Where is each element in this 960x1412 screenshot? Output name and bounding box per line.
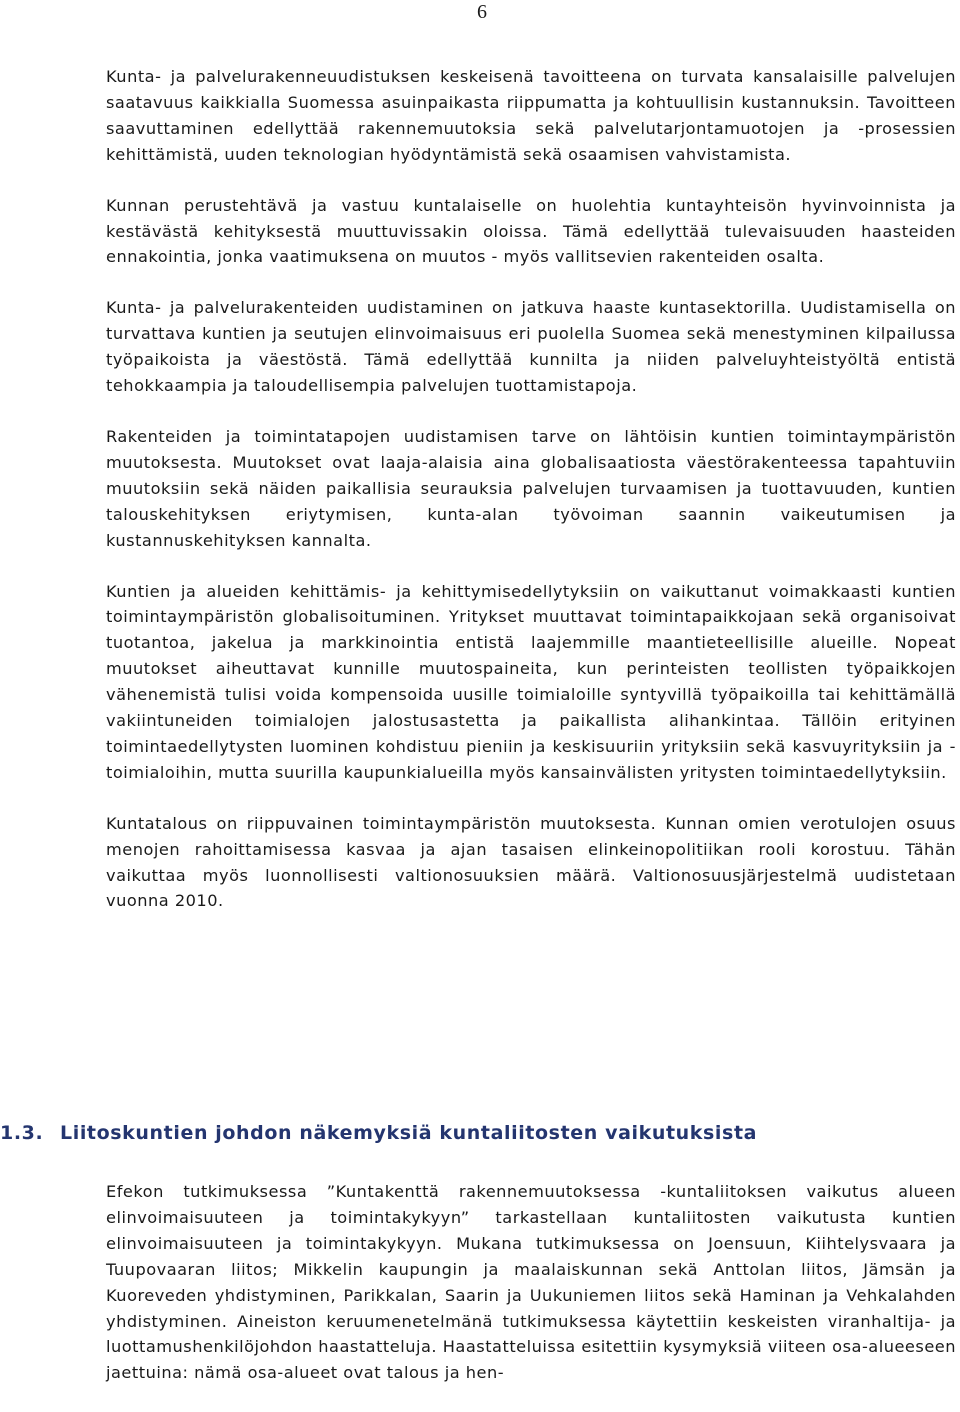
paragraph-continuous-challenge: Kunta- ja palvelurakenteiden uudistaminen on jatkuva haaste kuntasektorilla. Uudistamisella on turvattava kuntien ja seutujen elinvoimaisuus eri puolella Suomea sekä menestyminen kilpailussa työpaikoista ja väestöstä. Tämä edellyttää kunnilta ja niiden palveluyhteistyöltä entistä tehokkaampia ja taloudellisempia palvelujen tuottamistapoja. xyxy=(106,298,956,396)
paragraph-structural-change: Rakenteiden ja toimintatapojen uudistamisen tarve on lähtöisin kuntien toimintaympäristön muutoksesta. Muutokset ovat laaja-alaisia aina globalisaatiosta väestörakenteessa tapahtuviin muutoksiin sekä näiden paikallisia seurauksia palvelujen turvaamisen ja tuottavuuden, kuntien talouskehityksen eriytymisen, kunta-alan työvoiman saannin vaikeutumisen ja kustannuskehityksen kannalta. xyxy=(106,426,956,550)
paragraph-municipal-duty: Kunnan perustehtävä ja vastuu kuntalaiselle on huolehtia kuntayhteisön hyvinvoinnista ja kestävästä kehityksestä muuttuvissakin oloissa. Tämä edellyttää tulevaisuuden haasteiden ennakointia, jonka vaatimuksena on muutos - myös vallitsevien rakenteiden osalta. xyxy=(106,195,956,267)
document-body xyxy=(106,64,956,939)
paragraph-efeko-study: Efekon tutkimuksessa ”Kuntakenttä rakennemuutoksessa -kuntaliitoksen vaikutus alueen elinvoimaisuuteen ja toimintakykyyn” tarkastellaan kuntaliitosten vaikutusta kuntien elinvoimaisuuteen ja toimintakykyyn. Mukana tutkimuksessa on Joensuun, Kiihtelysvaara ja Tuupovaaran liitos; Mikkelin kaupungin ja maalaiskunnan sekä Anttolan liitos, Jämsän ja Kuoreveden yhdistyminen, Parikkalan, Saarin ja Uukuniemen liitos sekä Haminan ja Vehkalahden yhdistyminen. Aineiston keruumenetelmänä tutkimuksessa käytettiin keskeisten viranhaltija- ja luottamushenkilöjohdon haastatteluja. Haastatteluissa esitettiin kysymyksiä viiteen osa-alueeseen jaettuina: nämä osa-alueet ovat talous ja hen- xyxy=(106,1182,956,1383)
section-number: 1.3. xyxy=(0,1122,44,1144)
section-title: Liitoskuntien johdon näkemyksiä kuntaliitosten vaikutuksista xyxy=(60,1122,758,1144)
page-number: 6 xyxy=(477,1,487,23)
section-body xyxy=(106,1179,956,1411)
section-heading xyxy=(0,1120,757,1146)
paragraph-reform-goals: Kunta- ja palvelurakenneuudistuksen keskeisenä tavoitteena on turvata kansalaisille palvelujen saatavuus kaikkialla Suomessa asuinpaikasta riippumatta ja kohtuullisin kustannuksin. Tavoitteen saavuttaminen edellyttää rakennemuutoksia sekä palvelutarjontamuotojen ja -prosessien kehittämistä, uuden teknologian hyödyntämistä sekä osaamisen vahvistamista. xyxy=(106,67,956,164)
paragraph-municipal-economy: Kuntatalous on riippuvainen toimintaympäristön muutoksesta. Kunnan omien verotulojen osuus menojen rahoittamisessa kasvaa ja ajan tasaisen elinkeinopolitiikan rooli korostuu. Tähän vaikuttaa myös luonnollisesti valtionosuuksien määrä. Valtionosuusjärjestelmä uudistetaan vuonna 2010. xyxy=(106,813,956,911)
paragraph-globalisation: Kuntien ja alueiden kehittämis- ja kehittymisedellytyksiin on vaikuttanut voimakkaasti kuntien toimintaympäristön globalisoituminen. Yritykset muuttavat toimintapaikkojaan sekä organisoivat tuotantoa, jakelua ja markkinointia entistä laajemmille maantieteellisille alueille. Nopeat muutokset aiheuttavat kunnille muutospaineita, kun perinteisten teollisten työpaikkojen vähenemistä tulisi voida kompensoida uusille toimialoille syntyvillä työpaikoilla tai kehittämällä vakiintuneiden toimialojen jalostusastetta ja paikallista alihankintaa. Tällöin erityinen toimintaedellytysten luominen kohdistuu pieniin ja keskisuuriin yrityksiin sekä kasvuyrityksiin ja -toimialoihin, mutta suurilla kaupunkialueilla myös kansainvälisten yritysten toimintaedellytyksiin. xyxy=(106,581,956,782)
